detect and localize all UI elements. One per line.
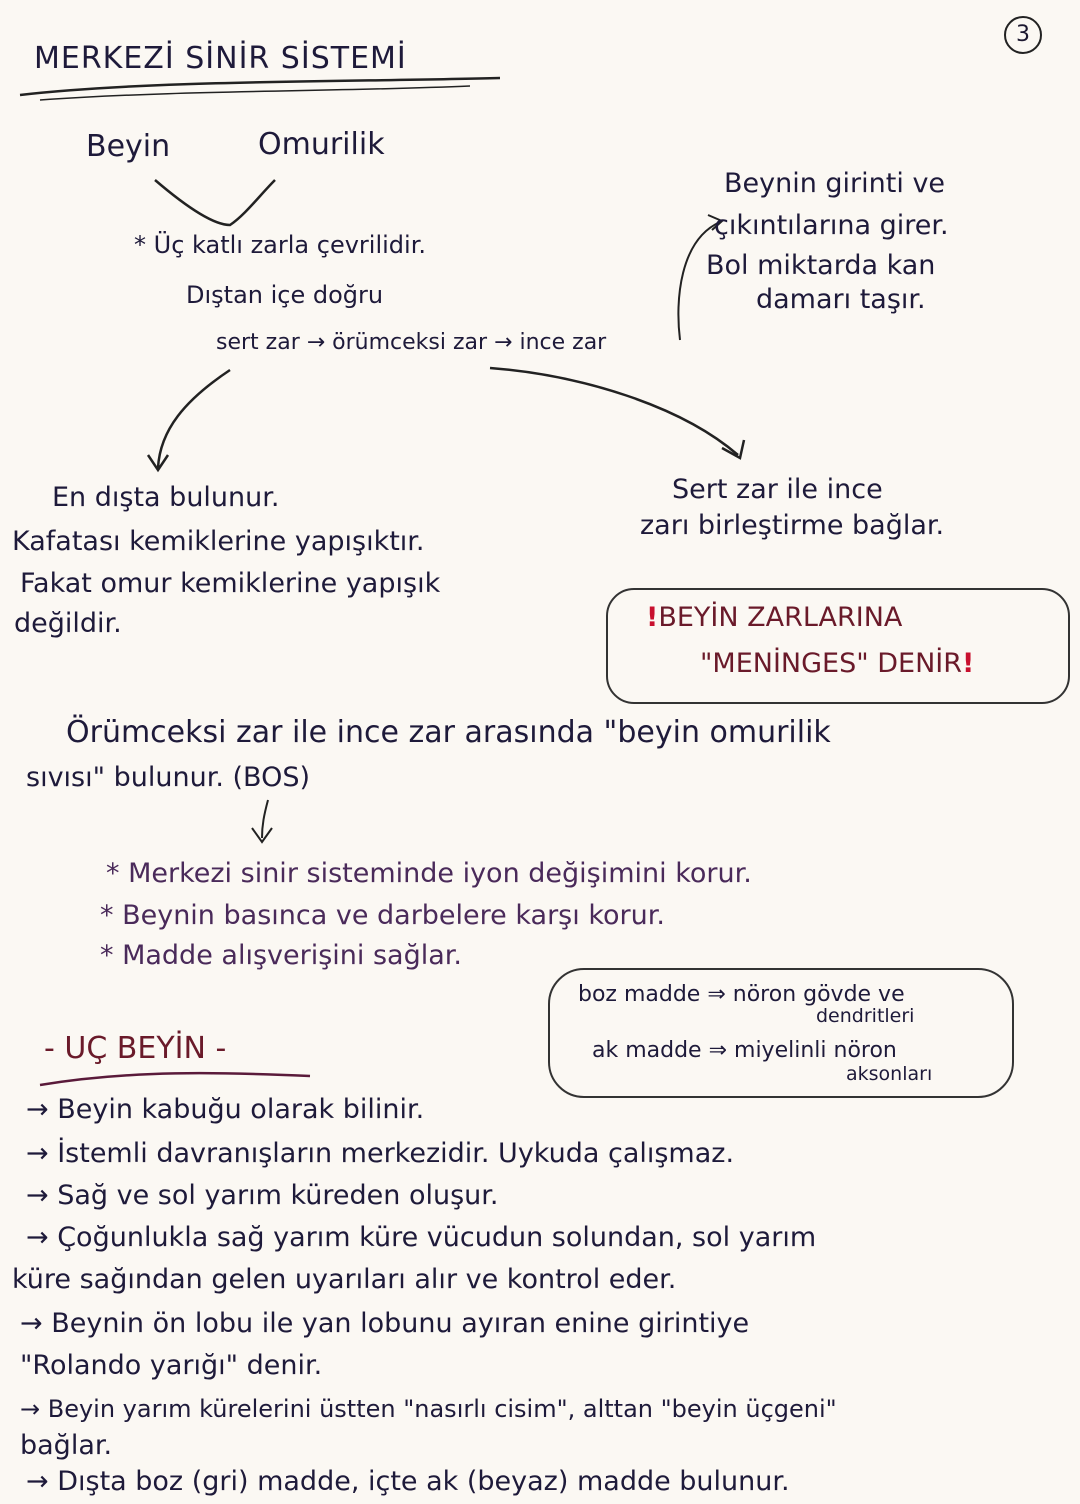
list-item: * Madde alışverişini sağlar. <box>100 940 462 971</box>
csf-line-2: sıvısı" bulunur. (BOS) <box>26 762 311 793</box>
list-item: * Beynin basınca ve darbelere karşı korur. <box>100 900 665 931</box>
meninges-line-1: !BEYİN ZARLARINA <box>646 602 903 633</box>
meninges-box <box>606 588 1070 704</box>
list-item: "Rolando yarığı" denir. <box>20 1350 323 1381</box>
list-item: küre sağından gelen uyarıları alır ve kontrol eder. <box>12 1264 677 1295</box>
note-line: damarı taşır. <box>756 284 926 315</box>
list-item: → Beyin kabuğu olarak bilinir. <box>26 1094 425 1125</box>
cerebrum-heading: - UÇ BEYİN - <box>44 1031 227 1066</box>
list-item: → Beynin ön lobu ile yan lobunu ayıran enine girintiye <box>20 1308 750 1339</box>
exclamation-icon: ! <box>646 602 659 633</box>
note-line: Bol miktarda kan <box>706 250 936 281</box>
list-item: * Merkezi sinir sisteminde iyon değişimini korur. <box>106 858 752 889</box>
note-line: Kafatası kemiklerine yapışıktır. <box>12 526 425 557</box>
page-title: MERKEZİ SİNİR SİSTEMİ <box>34 41 407 76</box>
tree-left-brain: Beyin <box>86 129 171 164</box>
list-item: bağlar. <box>20 1430 113 1461</box>
note-line: çıkıntılarına girer. <box>714 210 949 241</box>
matter-line-2: ak madde ⇒ miyelinli nöron <box>592 1038 897 1063</box>
note-line: Fakat omur kemiklerine yapışık <box>20 568 441 599</box>
matter-line-2b: aksonları <box>846 1063 933 1085</box>
tree-right-spinal-cord: Omurilik <box>258 127 385 162</box>
tree-three-layers-note: * Üç katlı zarla çevrilidir. <box>134 231 426 259</box>
exclamation-icon: ! <box>962 648 975 679</box>
list-item: → Dışta boz (gri) madde, içte ak (beyaz) madde bulunur. <box>26 1466 790 1497</box>
note-line: zarı birleştirme bağlar. <box>640 510 945 541</box>
page-number: 3 <box>1004 16 1042 54</box>
note-line: Beynin girinti ve <box>724 168 946 199</box>
matter-line-1b: dendritleri <box>816 1005 915 1027</box>
csf-line-1: Örümceksi zar ile ince zar arasında "beyin omurilik <box>66 715 831 750</box>
matter-box <box>548 968 1014 1098</box>
note-line: En dışta bulunur. <box>52 482 280 513</box>
tree-order-note: Dıştan içe doğru <box>186 281 384 309</box>
list-item: → Sağ ve sol yarım küreden oluşur. <box>26 1180 499 1211</box>
meninges-line-2: "MENİNGES" DENİR! <box>700 648 975 679</box>
note-line: değildir. <box>14 608 122 639</box>
list-item: → İstemli davranışların merkezidir. Uykuda çalışmaz. <box>26 1138 735 1169</box>
list-item: → Çoğunlukla sağ yarım küre vücudun solundan, sol yarım <box>26 1222 817 1253</box>
matter-line-1: boz madde ⇒ nöron gövde ve <box>578 982 905 1007</box>
list-item: → Beyin yarım kürelerini üstten "nasırlı cisim", alttan "beyin üçgeni" <box>20 1395 837 1423</box>
membrane-chain: sert zar → örümceksi zar → ince zar <box>216 330 607 355</box>
note-line: Sert zar ile ince <box>672 474 883 505</box>
